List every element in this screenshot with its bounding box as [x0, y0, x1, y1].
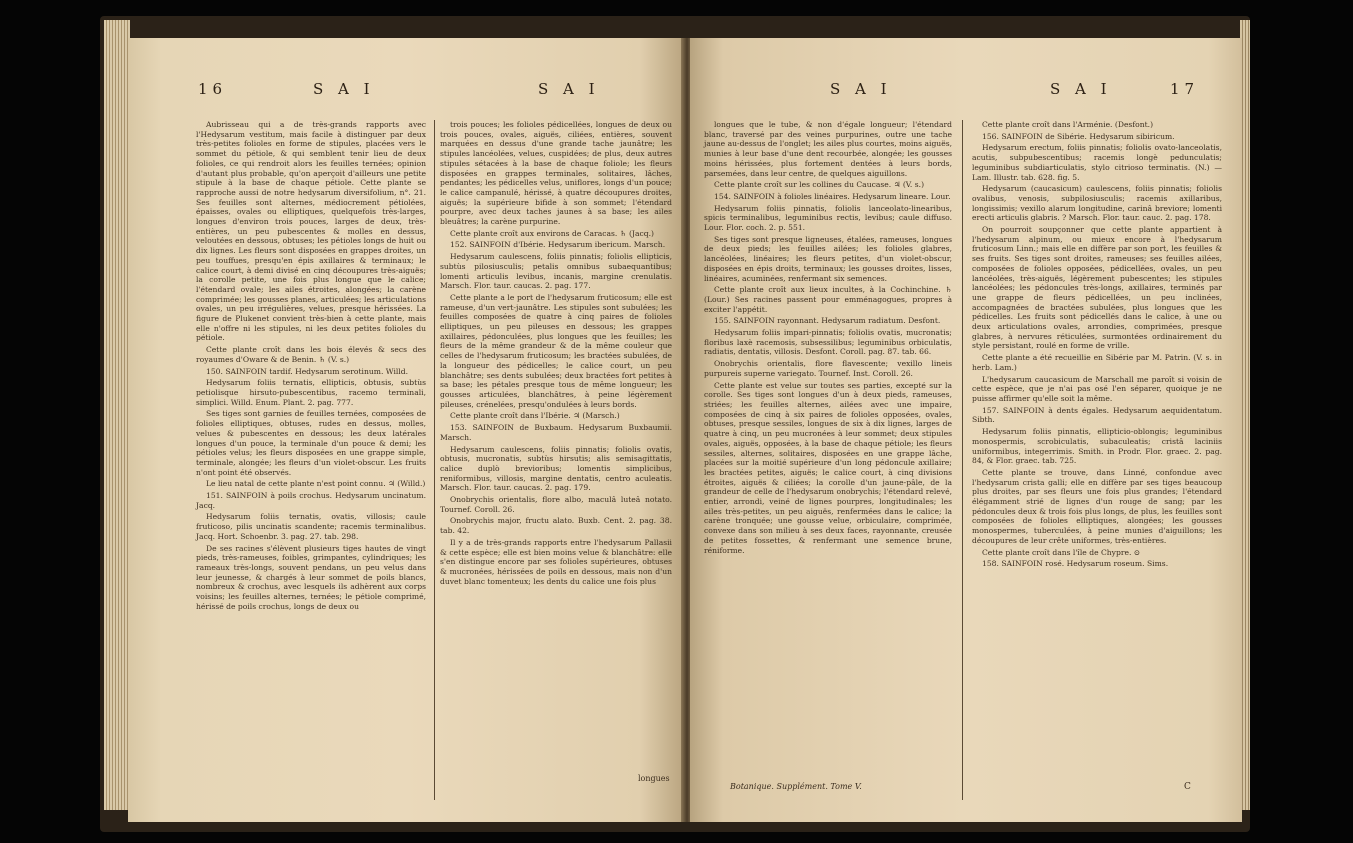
- right-header-col1: S A I: [830, 80, 892, 98]
- paragraph: Cette plante se trouve, dans Linné, confondue avec l'hedysarum crista galli; elle en diffère par ses tiges beaucoup plus droites, par ses fleurs une fois plus grandes; l'étendard élégamment strié de lignes d'un rouge de sang; par les pédoncules deux & trois fois plus longs, de plus, les feuilles sont composées de folioles elliptiques, alongées; les gousses monospermes, tuberculées, à peine munies d'aiguillons; les découpures de leur crête uniformes, très-entières.: [972, 467, 1222, 545]
- paragraph: Ses tiges sont presque ligneuses, étalées, rameuses, longues de deux pieds; les feuilles ailées; les folioles glabres, lancéolées, linéaires; les fleurs petites, d'un violet-obscur, disposées en épis droits, terminaux; les gousses droites, lisses, linéaires, acuminées, renfermant six semences.: [704, 234, 952, 283]
- paragraph: Cette plante est velue sur toutes ses parties, excepté sur la corolle. Ses tiges sont longues d'un à deux pieds, rameuses, striées; les feuilles alternes, ailées avec une impaire, composées de cinq à six paires de folioles opposées, ovales, obtuses, presque sessiles, longues de six à dix lignes, larges de quatre à cinq, un peu mucronées à leur sommet; deux stipules ovales, aiguës, opposées, à la base de chaque pétiole; les fleurs sessiles, alternes, solitaires, disposées en une grappe lâche, placées sur la moitié supérieure d'un long pédoncule axillaire; les bractées petites, aiguës; le calice court, à cinq divisions étroites, aiguës & ciliées; la corolle d'un jaune-pâle, de la grandeur de celle de l'hedysarum onobrychis; l'étendard relevé, entier, arrondi, veiné de lignes pourpres, longitudinales; les ailes très-petites, un peu aiguës, renfermées dans le calice; la carène tronquée; une gousse velue, orbiculaire, comprimée, convexe dans son milieu à ses deux faces, rayonnante, creusée de petites fossettes, & renfermant une semence brune, réniforme.: [704, 380, 952, 555]
- paragraph: Hedysarum (caucasicum) caulescens, foliis pinnatis; foliolis ovalibus, venosis, subpilosiusculis; racemis axillaribus, longissimis; vexillo alarum longitudine, carinâ breviore; lomenti erecti articulis glabris. ? Marsch. Flor. taur. cauc. 2. pag. 178.: [972, 184, 1222, 223]
- catchword: longues: [638, 774, 670, 783]
- column-rule: [962, 120, 963, 800]
- entry-heading: 156. SAINFOIN de Sibérie. Hedysarum sibiricum.: [982, 131, 1175, 141]
- right-page: [690, 38, 1242, 822]
- paragraph: Cette plante a été recueillie en Sibérie par M. Patrin. (V. s. in herb. Lam.): [972, 353, 1222, 372]
- page-footer: Botanique. Supplément. Tome V.: [730, 782, 862, 791]
- paragraph: Onobrychis major, fructu alato. Buxb. Cent. 2. pag. 38. tab. 42.: [440, 516, 672, 536]
- column-rule: [434, 120, 435, 800]
- paragraph: Hedysarum foliis ternatis, ellipticis, obtusis, subtùs petiolisque hirsuto-pubescentibus, racemo terminali, simplici. Willd. Enum. Plant. 2. pag. 777.: [196, 378, 426, 407]
- paragraph: trois pouces; les folioles pédicellées, longues de deux ou trois pouces, ovales, aiguës, ciliées, entières, souvent marquées en dessus d'une grande tache jaunâtre; les stipules lancéolées, velues, cuspidées; de plus, deux autres stipules sétacées à la base de chaque foliole; les fleurs disposées en grappes terminales, solitaires, lâches, pendantes; les pédicelles velus, uniflores, longs d'un pouce; le calice campanulé, hérissé, à quatre découpures droites, aiguës; la supérieure bifide à son sommet; l'étendard pourpre, avec deux taches jaunes à sa base; les ailes bleuâtres; la carène purpurine.: [440, 120, 672, 227]
- entry-heading: 157. SAINFOIN à dents égales. Hedysarum aequidentatum. Sibth.: [972, 405, 1222, 425]
- entry-heading: 152. SAINFOIN d'Ibérie. Hedysarum ibericum. Marsch.: [450, 240, 666, 250]
- left-column-1: [196, 120, 426, 613]
- paragraph: Hedysarum erectum, foliis pinnatis; foliolis ovato-lanceolatis, acutis, subpubescentibus; racemis longè pedunculatis; leguminibus subdiarticulatis, stylo citrioso terminatis. (N.) — Lam. Illustr. tab. 628. fig. 5.: [972, 143, 1222, 182]
- paragraph: Hedysarum caulescens, foliis pinnatis; foliolis ovatis, obtusis, mucronatis, subtùs hirsutis; alis semisagittatis, calice duplò brevioribus; lomentis simplicibus, reniformibus, villosis, margine dentatis, centro aculeatis. Marsch. Flor. taur. caucas. 2. pag. 179.: [440, 444, 672, 493]
- paragraph: Cette plante croît sur les collines du Caucase. ♃ (V. s.): [714, 180, 925, 190]
- page-edges-left: [104, 20, 130, 810]
- left-page-number: 16: [198, 80, 228, 98]
- paragraph: Cette plante croît dans l'Ibérie. ♃ (Marsch.): [450, 411, 620, 421]
- right-header-col2: S A I: [1050, 80, 1112, 98]
- paragraph: Onobrychis orientalis, flore albo, maculâ luteâ notato. Tournef. Coroll. 26.: [440, 495, 672, 514]
- paragraph: Hedysarum foliis pinnatis, ellipticio-oblongis; leguminibus monospermis, scrobiculatis, subaculeatis; cristâ laciniis uniformibus, integerrimis. Smith. in Prodr. Flor. graec. 2. pag. 84, & Flor. graec. tab. 725.: [972, 427, 1222, 466]
- paragraph: Hedysarum foliis impari-pinnatis; foliolis ovatis, mucronatis; floribus laxè racemosis, subsessilibus; leguminibus orbiculatis, radiatis, dentatis, villosis. Desfont. Coroll. pag. 87. tab. 66.: [704, 328, 952, 357]
- entry-heading: 155. SAINFOIN rayonnant. Hedysarum radiatum. Desfont.: [714, 316, 941, 326]
- paragraph: Cette plante a le port de l'hedysarum fruticosum; elle est rameuse, d'un vert-jaunâtre. Les stipules sont subulées; les feuilles composées de quatre à cinq paires de folioles elliptiques, un peu pileuses en dessous; les grappes axillaires, pédonculées, plus longues que les feuilles; les fleurs de la même grandeur & de la même couleur que celles de l'hedysarum fruticosum; les bractées subulées, de la longueur des pédicelles; le calice court, un peu blanchâtre; ses dents subulées; deux bractées fort petites à sa base; les pétales presque tous de même longueur; les gousses articulées, blanchâtres, à peine légèrement pileuses, crénelées, presqu'ondulées à leurs bords.: [440, 292, 672, 409]
- paragraph: Onobrychis orientalis, flore flavescente; vexillo lineis purpureis superne variegato. Tournef. Inst. Coroll. 26.: [704, 359, 952, 378]
- paragraph: Hedysarum caulescens, foliis pinnatis; foliolis ellipticis, subtùs pilosiusculis; petalis omnibus subaequantibus; lomenti articulis levibus, incanis, margine crenulatis. Marsch. Flor. taur. caucas. 2. pag. 177.: [440, 252, 672, 291]
- paragraph: Cette plante croît dans l'Arménie. (Desfont.): [982, 120, 1154, 129]
- paragraph: L'hedysarum caucasicum de Marschall me paroît si voisin de cette espèce, que je n'ai pas osé l'en séparer, quoique je ne puisse affirmer qu'elle soit la même.: [972, 374, 1222, 403]
- paragraph: Ses tiges sont garnies de feuilles ternées, composées de folioles elliptiques, obtuses, rudes en dessus, molles, velues & pubescentes en dessous; les deux latérales longues d'un pouce, la terminale d'un pouce & demi; les pétioles velus; les fleurs disposées en une grappe simple, terminale, alongée; les fleurs d'un violet-obscur. Les fruits n'ont point été observés.: [196, 409, 426, 477]
- signature-mark: C: [1184, 782, 1191, 792]
- paragraph: longues que le tube, & non d'égale longueur; l'étendard blanc, traversé par des veines purpurines, outre une tache jaune au-dessus de l'onglet; les ailes plus courtes, moins aiguës, munies à leur base d'une dent recourbée, alongée; les gousses moins hérissées, plus fortement dentées à leurs bords, parsemées, dans leur centre, de quelques aiguillons.: [704, 120, 952, 178]
- paragraph: On pourroit soupçonner que cette plante appartient à l'hedysarum alpinum, ou mieux encore à l'hedysarum fruticosum Linn.; mais elle en diffère par son port, les feuilles & ses fruits. Ses tiges sont droites, rameuses; ses feuilles ailées, composées de folioles opposées, pédicellées, ovales, un peu lancéolées, très-aiguës, légèrement pubescentes; les stipules lancéolées; les pédoncules très-longs, axillaires, terminés par une grappe de fleurs pédicellées, un peu inclinées, accompagnées de bractées subulées, plus longues que les pédicelles. Les fruits sont pédicellés dans le calice, à une ou deux articulations ovales, arrondies, comprimées, presque glabres, à nervures réticulées, surmontées ordinairement du style persistant, roulé en forme de vrille.: [972, 225, 1222, 351]
- left-page: [128, 38, 684, 822]
- right-page-number: 17: [1170, 80, 1200, 98]
- paragraph: Cette plante croît aux lieux incultes, à la Cochinchine. ♄ (Lour.) Ses racines passent pour emménagogues, propres à exciter l'appétit.: [704, 285, 952, 314]
- left-header-col2: S A I: [538, 80, 600, 98]
- paragraph: De ses racines s'élèvent plusieurs tiges hautes de vingt pieds, très-rameuses, foibles, grimpantes, cylindriques; les rameaux très-longs, souvent pendans, un peu velus dans leur jeunesse, & chargés à leur sommet de poils blancs, nombreux & crochus, avec lesquels ils adhèrent aux corps voisins; les feuilles alternes, ternées; le pétiole comprimé, hérissé de poils crochus, longs de deux ou: [196, 543, 426, 611]
- paragraph: Cette plante croît dans l'île de Chypre. ⊙: [982, 547, 1141, 557]
- left-column-2: [440, 120, 672, 588]
- entry-heading: 153. SAINFOIN de Buxbaum. Hedysarum Buxbaumii. Marsch.: [440, 423, 672, 442]
- paragraph: Hedysarum foliis pinnatis, foliolis lanceolato-linearibus, spicis terminalibus, leguminibus rectis, levibus; caule diffuso. Lour. Flor. coch. 2. p. 551.: [704, 203, 952, 233]
- entry-heading: 150. SAINFOIN tardif. Hedysarum serotinum. Willd.: [206, 366, 409, 376]
- paragraph: Le lieu natal de cette plante n'est point connu. ♃ (Willd.): [206, 479, 426, 489]
- paragraph: Aubrisseau qui a de très-grands rapports avec l'Hedysarum vestitum, mais facile à distinguer par deux très-petites folioles en forme de stipules, placées vers le sommet du pétiole, & qui semblent tenir lieu de deux folioles, ce qui rendroit alors les feuilles ternées; opinion d'autant plus probable, qu'on aperçoit d'ailleurs une petite stipule à la base de chaque pétiole. Cette plante se rapproche aussi de notre hedysarum diversifolium, n°. 21. Ses feuilles sont alternes, médiocrement pétiolées, épaisses, ovales ou elliptiques, quelquefois très-larges, longues d'environ trois pouces, larges de deux, très-entières, un peu pubescentes & molles en dessus, veloutées en dessous, obtuses; les pétioles longs de huit ou dix lignes. Les fleurs sont disposées en grappes droites, un peu touffues, presqu'en épis axillaires & terminaux; le calice court, à demi divisé en cinq découpures très-aiguës; la corolle petite, une fois plus longue que le calice; l'étendard ovale; les ailes étroites, alongées; la carène comprimée; les gousses planes, articulées; les articulations ovales, un peu irrégulières, velues, presque hérissées. La figure de Plukenet convient très-bien à cette plante, mais elle n'offre ni les stipules, ni les deux petites folioles du pétiole.: [196, 120, 426, 343]
- entry-heading: 158. SAINFOIN rosé. Hedysarum roseum. Sims.: [982, 559, 1169, 569]
- right-column-2: [972, 120, 1222, 571]
- entry-heading: 154. SAINFOIN à folioles linéaires. Hedysarum lineare. Lour.: [714, 191, 951, 201]
- left-header-col1: S A I: [313, 80, 375, 98]
- paragraph: Cette plante croît aux environs de Caracas. ♄ (Jacq.): [450, 228, 654, 238]
- right-column-1: [704, 120, 952, 557]
- paragraph: Hedysarum foliis ternatis, ovatis, villosis; caule fruticoso, pilis uncinatis scandente; racemis terminalibus. Jacq. Hort. Schoenbr. 3. pag. 27. tab. 298.: [196, 512, 426, 541]
- paragraph: Cette plante croît dans les bois élevés & secs des royaumes d'Oware & de Benin. ♄ (V. s.): [196, 345, 426, 364]
- entry-heading: 151. SAINFOIN à poils crochus. Hedysarum uncinatum. Jacq.: [196, 491, 426, 510]
- paragraph: Il y a de très-grands rapports entre l'hedysarum Pallasii & cette espèce; elle est bien moins velue & blanchâtre: elle s'en distingue encore par ses folioles supérieures, obtuses & mucronées, hérissées de poils en dessous, mais non d'un duvet blanc tomenteux; les dents du calice une fois plus: [440, 537, 672, 586]
